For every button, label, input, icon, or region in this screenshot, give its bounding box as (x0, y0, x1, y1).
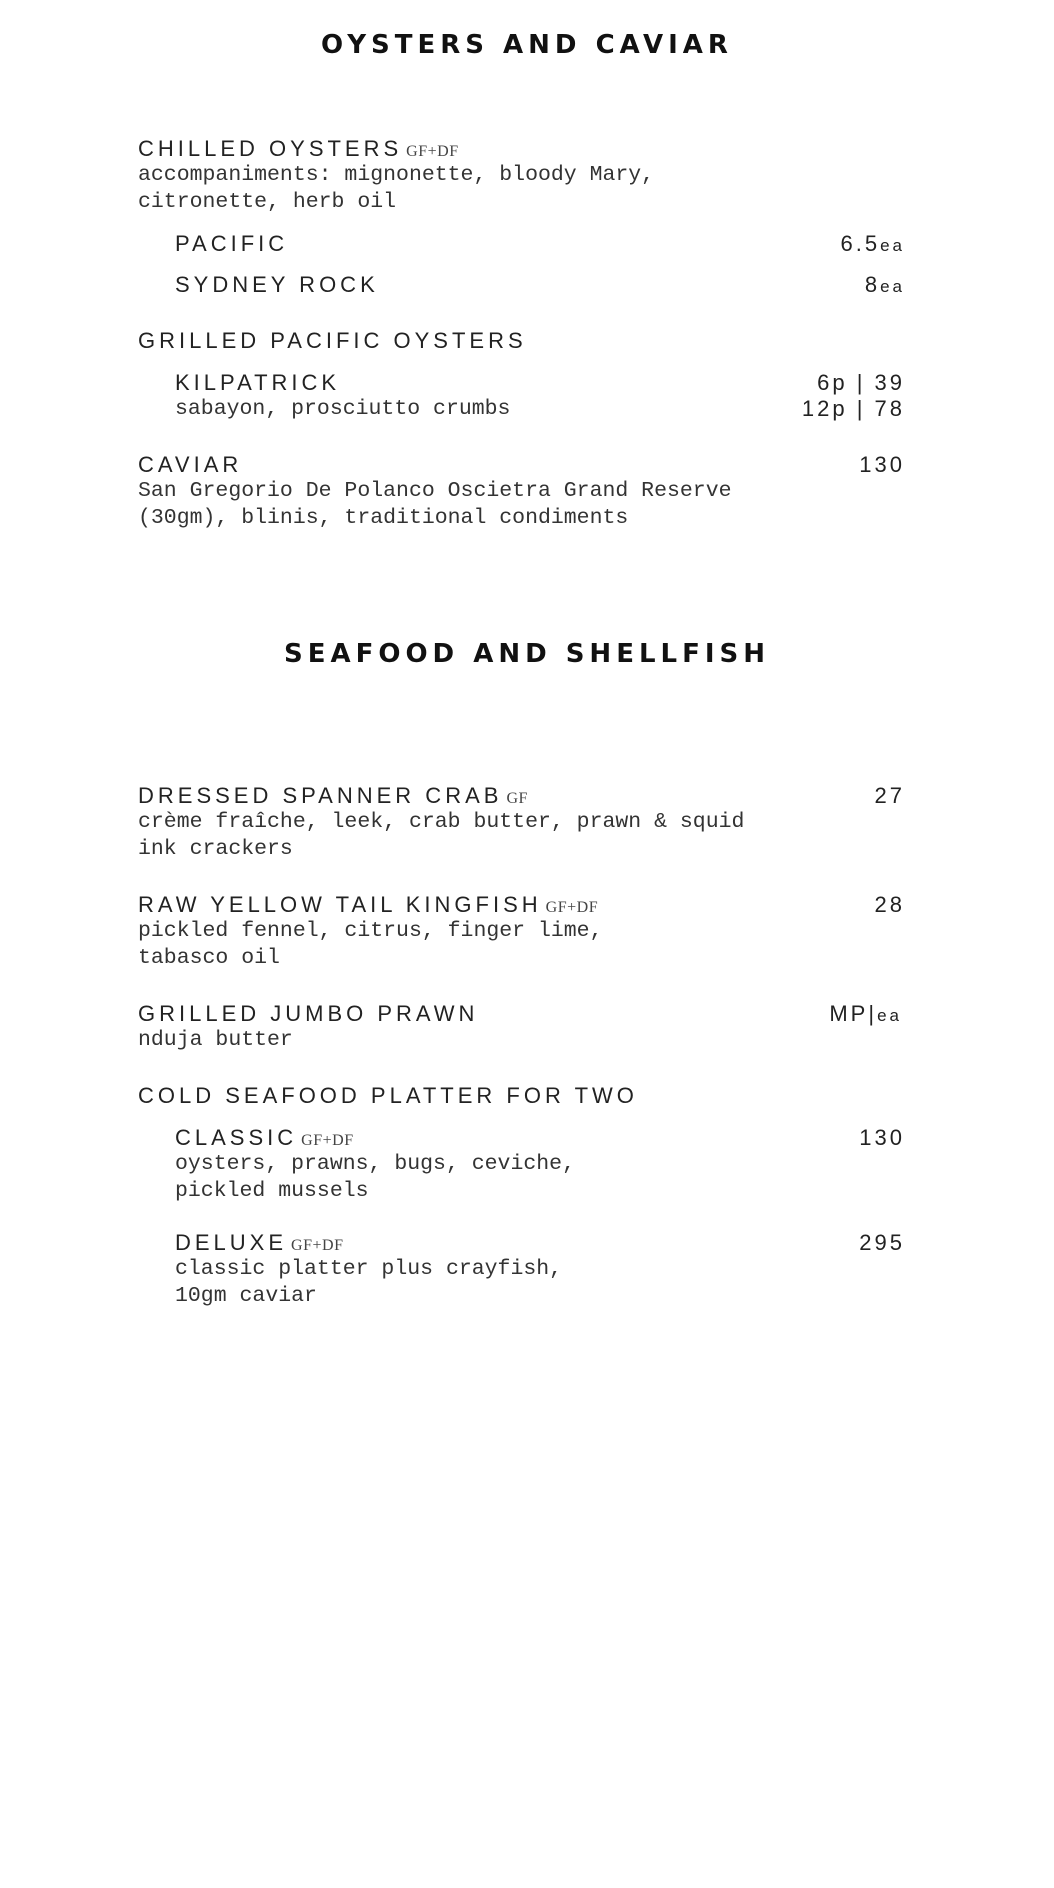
item-description: ink crackers (138, 837, 293, 861)
price-unit: ea (880, 277, 905, 296)
item-price: 27 (874, 783, 905, 808)
price-value: 8 (864, 272, 881, 297)
item-name: CLASSIC (175, 1125, 298, 1150)
item-name: DRESSED SPANNER CRAB (138, 783, 503, 808)
item-description: nduja butter (138, 1028, 293, 1052)
item-name: CHILLED OYSTERS (138, 136, 403, 161)
item-price: 295 (859, 1230, 905, 1255)
menu-item-pacific: PACIFIC (175, 231, 289, 256)
menu-item-classic-platter (175, 1125, 354, 1151)
price-value: MP| (829, 1001, 878, 1026)
item-description: crème fraîche, leek, crab butter, prawn & squid (138, 810, 745, 834)
dietary-tag: GF+DF (545, 899, 599, 916)
item-price: 130 (859, 452, 905, 477)
menu-item-spanner-crab (138, 783, 528, 809)
item-description: pickled fennel, citrus, finger lime, (138, 919, 603, 943)
section-title-seafood-shellfish: SEAFOOD AND SHELLFISH (283, 639, 771, 669)
section-title-oysters-caviar: OYSTERS AND CAVIAR (321, 30, 733, 60)
dietary-tag: GF (506, 790, 528, 807)
item-description: (30gm), blinis, traditional condiments (138, 506, 629, 530)
item-price: 28 (874, 892, 905, 917)
dietary-tag: GF+DF (291, 1237, 344, 1254)
menu-item-chilled-oysters (138, 136, 459, 162)
menu-item-kilpatrick: KILPATRICK (175, 370, 341, 395)
dietary-tag: GF+DF (301, 1132, 354, 1149)
item-description: tabasco oil (138, 946, 280, 970)
item-description: sabayon, prosciutto crumbs (175, 397, 511, 421)
item-price: 130 (859, 1125, 905, 1150)
menu-item-seafood-platter: COLD SEAFOOD PLATTER FOR TWO (138, 1083, 638, 1108)
item-description: 10gm caviar (175, 1284, 317, 1308)
item-description: classic platter plus crayfish, (175, 1257, 563, 1281)
item-description: oysters, prawns, bugs, ceviche, (175, 1152, 575, 1176)
item-description: accompaniments: mignonette, bloody Mary, (138, 163, 655, 187)
price-value: 6.5 (840, 231, 881, 256)
item-price (829, 1001, 902, 1027)
price-unit: ea (877, 1006, 902, 1025)
item-description: pickled mussels (175, 1179, 369, 1203)
item-price (865, 272, 905, 298)
item-description: citronette, herb oil (138, 190, 397, 214)
menu-item-kingfish (138, 892, 598, 918)
menu-item-caviar: CAVIAR (138, 452, 243, 477)
menu-item-grilled-pacific-oysters: GRILLED PACIFIC OYSTERS (138, 328, 527, 353)
item-price: 6p | 39 (817, 370, 905, 395)
menu-item-jumbo-prawn: GRILLED JUMBO PRAWN (138, 1001, 479, 1026)
item-name: RAW YELLOW TAIL KINGFISH (138, 892, 542, 917)
item-name: DELUXE (175, 1230, 288, 1255)
dietary-tag: GF+DF (406, 143, 459, 160)
item-price: 12p | 78 (801, 396, 905, 421)
item-price (840, 231, 905, 257)
menu-item-sydney-rock: SYDNEY ROCK (175, 272, 379, 297)
menu-item-deluxe-platter (175, 1230, 343, 1256)
price-unit: ea (880, 236, 905, 255)
item-description: San Gregorio De Polanco Oscietra Grand Reserve (138, 479, 732, 503)
